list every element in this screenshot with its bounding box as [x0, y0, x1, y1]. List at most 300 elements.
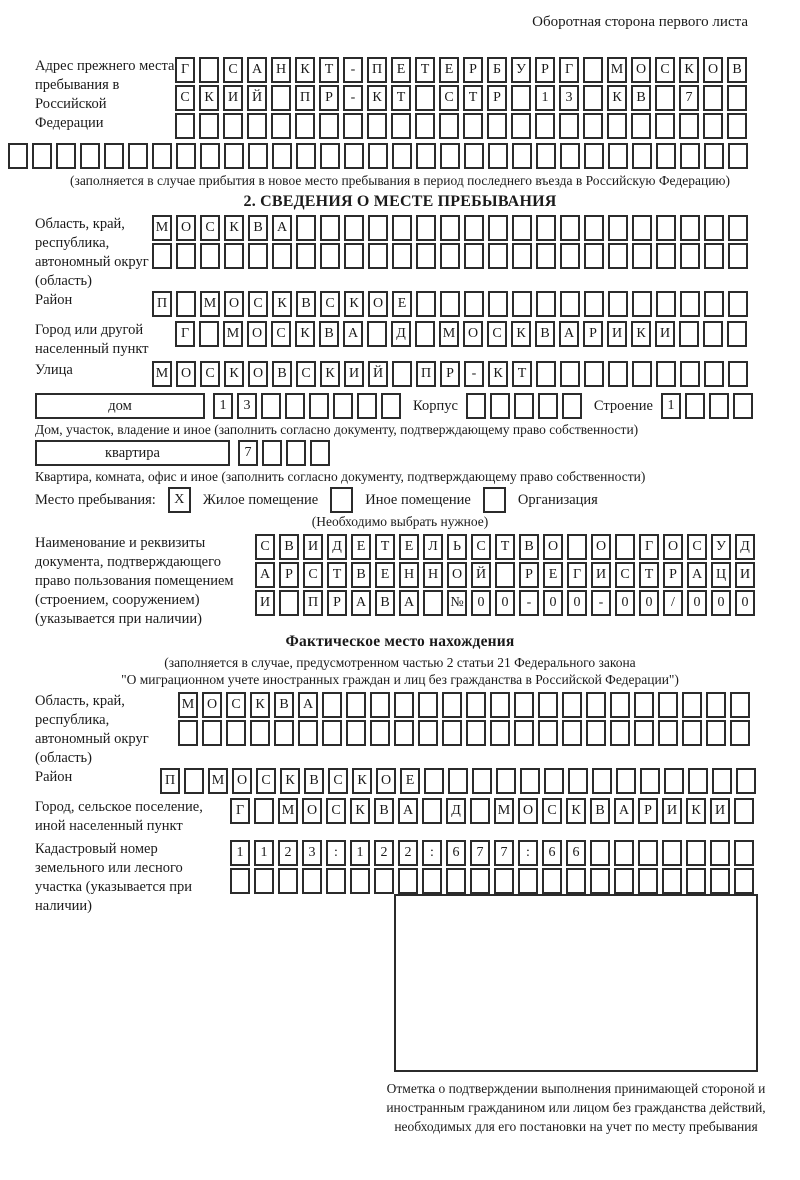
- char-box[interactable]: [536, 143, 556, 169]
- char-box[interactable]: [415, 85, 435, 111]
- char-box[interactable]: [271, 113, 291, 139]
- char-box[interactable]: И: [655, 321, 675, 347]
- char-box[interactable]: 0: [495, 590, 515, 616]
- char-box[interactable]: [562, 720, 582, 746]
- char-box[interactable]: О: [631, 57, 651, 83]
- char-box[interactable]: С: [271, 321, 291, 347]
- char-box[interactable]: [322, 692, 342, 718]
- char-box[interactable]: [662, 868, 682, 894]
- char-box[interactable]: 1: [230, 840, 250, 866]
- char-box[interactable]: П: [295, 85, 315, 111]
- char-box[interactable]: Р: [663, 562, 683, 588]
- char-box[interactable]: А: [559, 321, 579, 347]
- char-box[interactable]: [394, 692, 414, 718]
- char-box[interactable]: А: [687, 562, 707, 588]
- char-box[interactable]: 3: [302, 840, 322, 866]
- char-box[interactable]: М: [278, 798, 298, 824]
- char-box[interactable]: 0: [735, 590, 755, 616]
- char-box[interactable]: [680, 361, 700, 387]
- char-box[interactable]: М: [152, 215, 172, 241]
- char-box[interactable]: [562, 692, 582, 718]
- char-box[interactable]: [418, 720, 438, 746]
- char-box[interactable]: [634, 692, 654, 718]
- char-box[interactable]: И: [303, 534, 323, 560]
- char-box[interactable]: Р: [327, 590, 347, 616]
- char-box[interactable]: [464, 215, 484, 241]
- char-box[interactable]: [590, 840, 610, 866]
- char-box[interactable]: Ь: [447, 534, 467, 560]
- char-box[interactable]: С: [439, 85, 459, 111]
- char-box[interactable]: С: [471, 534, 491, 560]
- char-box[interactable]: [326, 868, 346, 894]
- char-box[interactable]: [728, 215, 748, 241]
- char-box[interactable]: [320, 143, 340, 169]
- char-box[interactable]: [656, 143, 676, 169]
- char-box[interactable]: [368, 215, 388, 241]
- char-box[interactable]: Т: [375, 534, 395, 560]
- char-box[interactable]: [248, 143, 268, 169]
- char-box[interactable]: Р: [279, 562, 299, 588]
- char-box[interactable]: Е: [543, 562, 563, 588]
- char-box[interactable]: С: [303, 562, 323, 588]
- char-box[interactable]: 1: [350, 840, 370, 866]
- char-box[interactable]: [254, 798, 274, 824]
- char-box[interactable]: [536, 361, 556, 387]
- char-box[interactable]: [614, 868, 634, 894]
- char-box[interactable]: [614, 840, 634, 866]
- char-box[interactable]: [448, 768, 468, 794]
- char-box[interactable]: 3: [237, 393, 257, 419]
- char-box[interactable]: [80, 143, 100, 169]
- char-box[interactable]: [200, 243, 220, 269]
- char-box[interactable]: [346, 692, 366, 718]
- checkbox-residential[interactable]: X: [168, 487, 191, 513]
- char-box[interactable]: [584, 361, 604, 387]
- char-box[interactable]: [470, 798, 490, 824]
- char-box[interactable]: 2: [278, 840, 298, 866]
- char-box[interactable]: И: [710, 798, 730, 824]
- char-box[interactable]: [472, 768, 492, 794]
- char-box[interactable]: А: [399, 590, 419, 616]
- char-box[interactable]: У: [711, 534, 731, 560]
- char-box[interactable]: [583, 113, 603, 139]
- char-box[interactable]: [202, 720, 222, 746]
- char-box[interactable]: [728, 143, 748, 169]
- char-box[interactable]: Р: [638, 798, 658, 824]
- char-box[interactable]: [542, 868, 562, 894]
- apartment-type-box[interactable]: квартира: [35, 440, 230, 466]
- char-box[interactable]: К: [224, 361, 244, 387]
- char-box[interactable]: Д: [735, 534, 755, 560]
- char-box[interactable]: [422, 798, 442, 824]
- char-box[interactable]: Ц: [711, 562, 731, 588]
- char-box[interactable]: П: [303, 590, 323, 616]
- char-box[interactable]: [175, 113, 195, 139]
- char-box[interactable]: [727, 321, 747, 347]
- char-box[interactable]: [658, 720, 678, 746]
- char-box[interactable]: [346, 720, 366, 746]
- char-box[interactable]: [560, 243, 580, 269]
- char-box[interactable]: 7: [494, 840, 514, 866]
- char-box[interactable]: В: [304, 768, 324, 794]
- char-box[interactable]: [392, 143, 412, 169]
- char-box[interactable]: 7: [679, 85, 699, 111]
- char-box[interactable]: О: [663, 534, 683, 560]
- char-box[interactable]: К: [280, 768, 300, 794]
- char-box[interactable]: 0: [567, 590, 587, 616]
- char-box[interactable]: 0: [543, 590, 563, 616]
- char-box[interactable]: [586, 692, 606, 718]
- char-box[interactable]: А: [247, 57, 267, 83]
- char-box[interactable]: О: [176, 215, 196, 241]
- char-box[interactable]: М: [494, 798, 514, 824]
- char-box[interactable]: [464, 143, 484, 169]
- char-box[interactable]: В: [727, 57, 747, 83]
- char-box[interactable]: [656, 215, 676, 241]
- char-box[interactable]: О: [302, 798, 322, 824]
- char-box[interactable]: Р: [583, 321, 603, 347]
- char-box[interactable]: [285, 393, 305, 419]
- char-box[interactable]: [333, 393, 353, 419]
- char-box[interactable]: [367, 321, 387, 347]
- char-box[interactable]: С: [320, 291, 340, 317]
- char-box[interactable]: [566, 868, 586, 894]
- char-box[interactable]: А: [298, 692, 318, 718]
- char-box[interactable]: -: [519, 590, 539, 616]
- char-box[interactable]: [392, 361, 412, 387]
- char-box[interactable]: [680, 243, 700, 269]
- char-box[interactable]: П: [416, 361, 436, 387]
- char-box[interactable]: [176, 291, 196, 317]
- char-box[interactable]: С: [687, 534, 707, 560]
- char-box[interactable]: [560, 215, 580, 241]
- char-box[interactable]: [488, 143, 508, 169]
- char-box[interactable]: [279, 590, 299, 616]
- char-box[interactable]: [682, 692, 702, 718]
- char-box[interactable]: [638, 840, 658, 866]
- checkbox-organization[interactable]: [483, 487, 506, 513]
- char-box[interactable]: К: [511, 321, 531, 347]
- char-box[interactable]: [440, 291, 460, 317]
- char-box[interactable]: [586, 720, 606, 746]
- char-box[interactable]: Г: [559, 57, 579, 83]
- char-box[interactable]: Г: [175, 321, 195, 347]
- char-box[interactable]: Б: [487, 57, 507, 83]
- char-box[interactable]: [568, 768, 588, 794]
- char-box[interactable]: М: [607, 57, 627, 83]
- char-box[interactable]: [178, 720, 198, 746]
- char-box[interactable]: [632, 243, 652, 269]
- char-box[interactable]: М: [152, 361, 172, 387]
- char-box[interactable]: [632, 215, 652, 241]
- char-box[interactable]: [655, 85, 675, 111]
- char-box[interactable]: 7: [238, 440, 258, 466]
- char-box[interactable]: И: [344, 361, 364, 387]
- char-box[interactable]: Т: [391, 85, 411, 111]
- char-box[interactable]: [734, 868, 754, 894]
- char-box[interactable]: А: [255, 562, 275, 588]
- char-box[interactable]: [730, 692, 750, 718]
- char-box[interactable]: [368, 243, 388, 269]
- char-box[interactable]: О: [447, 562, 467, 588]
- char-box[interactable]: [200, 143, 220, 169]
- char-box[interactable]: [415, 113, 435, 139]
- char-box[interactable]: [176, 243, 196, 269]
- char-box[interactable]: Т: [639, 562, 659, 588]
- char-box[interactable]: [584, 243, 604, 269]
- char-box[interactable]: [309, 393, 329, 419]
- char-box[interactable]: [343, 113, 363, 139]
- char-box[interactable]: И: [735, 562, 755, 588]
- char-box[interactable]: [518, 868, 538, 894]
- char-box[interactable]: [536, 243, 556, 269]
- char-box[interactable]: О: [463, 321, 483, 347]
- char-box[interactable]: [152, 143, 172, 169]
- char-box[interactable]: К: [350, 798, 370, 824]
- char-box[interactable]: Е: [399, 534, 419, 560]
- char-box[interactable]: В: [319, 321, 339, 347]
- char-box[interactable]: С: [175, 85, 195, 111]
- char-box[interactable]: :: [326, 840, 346, 866]
- char-box[interactable]: [703, 113, 723, 139]
- char-box[interactable]: [734, 840, 754, 866]
- char-box[interactable]: 2: [374, 840, 394, 866]
- char-box[interactable]: В: [248, 215, 268, 241]
- char-box[interactable]: [271, 85, 291, 111]
- char-box[interactable]: [470, 868, 490, 894]
- char-box[interactable]: [286, 440, 306, 466]
- char-box[interactable]: Н: [399, 562, 419, 588]
- char-box[interactable]: [583, 57, 603, 83]
- char-box[interactable]: У: [511, 57, 531, 83]
- char-box[interactable]: [416, 291, 436, 317]
- char-box[interactable]: [632, 361, 652, 387]
- char-box[interactable]: К: [272, 291, 292, 317]
- char-box[interactable]: [584, 143, 604, 169]
- char-box[interactable]: [494, 868, 514, 894]
- char-box[interactable]: Д: [327, 534, 347, 560]
- char-box[interactable]: [466, 720, 486, 746]
- char-box[interactable]: [440, 143, 460, 169]
- char-box[interactable]: [634, 720, 654, 746]
- char-box[interactable]: [296, 143, 316, 169]
- char-box[interactable]: [703, 85, 723, 111]
- char-box[interactable]: М: [178, 692, 198, 718]
- char-box[interactable]: С: [200, 361, 220, 387]
- char-box[interactable]: [685, 393, 705, 419]
- char-box[interactable]: [418, 692, 438, 718]
- char-box[interactable]: [512, 291, 532, 317]
- char-box[interactable]: [320, 243, 340, 269]
- char-box[interactable]: [464, 291, 484, 317]
- char-box[interactable]: [350, 868, 370, 894]
- char-box[interactable]: [442, 720, 462, 746]
- char-box[interactable]: [278, 868, 298, 894]
- char-box[interactable]: К: [631, 321, 651, 347]
- char-box[interactable]: [128, 143, 148, 169]
- char-box[interactable]: [610, 720, 630, 746]
- char-box[interactable]: [544, 768, 564, 794]
- char-box[interactable]: [398, 868, 418, 894]
- char-box[interactable]: [680, 143, 700, 169]
- char-box[interactable]: [514, 393, 534, 419]
- char-box[interactable]: 1: [213, 393, 233, 419]
- char-box[interactable]: С: [296, 361, 316, 387]
- char-box[interactable]: П: [152, 291, 172, 317]
- char-box[interactable]: К: [488, 361, 508, 387]
- char-box[interactable]: [512, 215, 532, 241]
- char-box[interactable]: [224, 243, 244, 269]
- char-box[interactable]: [487, 113, 507, 139]
- char-box[interactable]: О: [247, 321, 267, 347]
- char-box[interactable]: [728, 361, 748, 387]
- char-box[interactable]: [686, 868, 706, 894]
- char-box[interactable]: Й: [247, 85, 267, 111]
- char-box[interactable]: С: [248, 291, 268, 317]
- char-box[interactable]: [442, 692, 462, 718]
- char-box[interactable]: [631, 113, 651, 139]
- char-box[interactable]: Е: [391, 57, 411, 83]
- char-box[interactable]: Й: [471, 562, 491, 588]
- char-box[interactable]: О: [591, 534, 611, 560]
- char-box[interactable]: [392, 243, 412, 269]
- char-box[interactable]: [223, 113, 243, 139]
- char-box[interactable]: [616, 768, 636, 794]
- char-box[interactable]: О: [176, 361, 196, 387]
- char-box[interactable]: [710, 868, 730, 894]
- char-box[interactable]: С: [487, 321, 507, 347]
- char-box[interactable]: В: [279, 534, 299, 560]
- char-box[interactable]: 6: [566, 840, 586, 866]
- char-box[interactable]: [560, 143, 580, 169]
- char-box[interactable]: В: [519, 534, 539, 560]
- char-box[interactable]: И: [607, 321, 627, 347]
- char-box[interactable]: [439, 113, 459, 139]
- char-box[interactable]: 0: [471, 590, 491, 616]
- char-box[interactable]: [686, 840, 706, 866]
- char-box[interactable]: [344, 143, 364, 169]
- char-box[interactable]: [422, 868, 442, 894]
- char-box[interactable]: [250, 720, 270, 746]
- char-box[interactable]: С: [200, 215, 220, 241]
- char-box[interactable]: [446, 868, 466, 894]
- char-box[interactable]: [226, 720, 246, 746]
- char-box[interactable]: В: [535, 321, 555, 347]
- char-box[interactable]: [463, 113, 483, 139]
- char-box[interactable]: [559, 113, 579, 139]
- char-box[interactable]: Д: [446, 798, 466, 824]
- char-box[interactable]: [368, 143, 388, 169]
- char-box[interactable]: [8, 143, 28, 169]
- char-box[interactable]: [727, 113, 747, 139]
- char-box[interactable]: [199, 321, 219, 347]
- char-box[interactable]: [664, 768, 684, 794]
- char-box[interactable]: :: [422, 840, 442, 866]
- char-box[interactable]: О: [224, 291, 244, 317]
- char-box[interactable]: [662, 840, 682, 866]
- char-box[interactable]: [656, 291, 676, 317]
- char-box[interactable]: -: [464, 361, 484, 387]
- char-box[interactable]: [538, 393, 558, 419]
- char-box[interactable]: С: [326, 798, 346, 824]
- char-box[interactable]: Е: [439, 57, 459, 83]
- char-box[interactable]: К: [295, 321, 315, 347]
- char-box[interactable]: [464, 243, 484, 269]
- char-box[interactable]: О: [202, 692, 222, 718]
- char-box[interactable]: [248, 243, 268, 269]
- char-box[interactable]: [298, 720, 318, 746]
- char-box[interactable]: [344, 243, 364, 269]
- char-box[interactable]: 6: [542, 840, 562, 866]
- char-box[interactable]: Е: [351, 534, 371, 560]
- char-box[interactable]: 2: [398, 840, 418, 866]
- char-box[interactable]: С: [226, 692, 246, 718]
- char-box[interactable]: К: [352, 768, 372, 794]
- char-box[interactable]: [374, 868, 394, 894]
- char-box[interactable]: [296, 243, 316, 269]
- char-box[interactable]: [733, 393, 753, 419]
- char-box[interactable]: Н: [423, 562, 443, 588]
- char-box[interactable]: [709, 393, 729, 419]
- char-box[interactable]: В: [590, 798, 610, 824]
- char-box[interactable]: [710, 840, 730, 866]
- char-box[interactable]: [679, 113, 699, 139]
- char-box[interactable]: И: [255, 590, 275, 616]
- char-box[interactable]: [608, 215, 628, 241]
- char-box[interactable]: [680, 215, 700, 241]
- char-box[interactable]: Т: [495, 534, 515, 560]
- char-box[interactable]: [440, 243, 460, 269]
- char-box[interactable]: [262, 440, 282, 466]
- char-box[interactable]: В: [351, 562, 371, 588]
- char-box[interactable]: [511, 85, 531, 111]
- char-box[interactable]: Й: [368, 361, 388, 387]
- char-box[interactable]: А: [398, 798, 418, 824]
- char-box[interactable]: М: [208, 768, 228, 794]
- char-box[interactable]: [655, 113, 675, 139]
- char-box[interactable]: И: [223, 85, 243, 111]
- char-box[interactable]: [295, 113, 315, 139]
- char-box[interactable]: В: [631, 85, 651, 111]
- char-box[interactable]: Г: [567, 562, 587, 588]
- char-box[interactable]: [679, 321, 699, 347]
- char-box[interactable]: [272, 243, 292, 269]
- char-box[interactable]: П: [160, 768, 180, 794]
- char-box[interactable]: [416, 143, 436, 169]
- char-box[interactable]: К: [686, 798, 706, 824]
- char-box[interactable]: [584, 215, 604, 241]
- char-box[interactable]: [538, 720, 558, 746]
- char-box[interactable]: [704, 361, 724, 387]
- char-box[interactable]: [322, 720, 342, 746]
- char-box[interactable]: [370, 720, 390, 746]
- char-box[interactable]: В: [296, 291, 316, 317]
- char-box[interactable]: [440, 215, 460, 241]
- char-box[interactable]: К: [344, 291, 364, 317]
- char-box[interactable]: [496, 768, 516, 794]
- char-box[interactable]: О: [703, 57, 723, 83]
- char-box[interactable]: К: [367, 85, 387, 111]
- char-box[interactable]: 7: [470, 840, 490, 866]
- char-box[interactable]: С: [328, 768, 348, 794]
- char-box[interactable]: [230, 868, 250, 894]
- char-box[interactable]: К: [566, 798, 586, 824]
- char-box[interactable]: Е: [400, 768, 420, 794]
- char-box[interactable]: [224, 143, 244, 169]
- char-box[interactable]: Р: [463, 57, 483, 83]
- char-box[interactable]: [176, 143, 196, 169]
- char-box[interactable]: [608, 291, 628, 317]
